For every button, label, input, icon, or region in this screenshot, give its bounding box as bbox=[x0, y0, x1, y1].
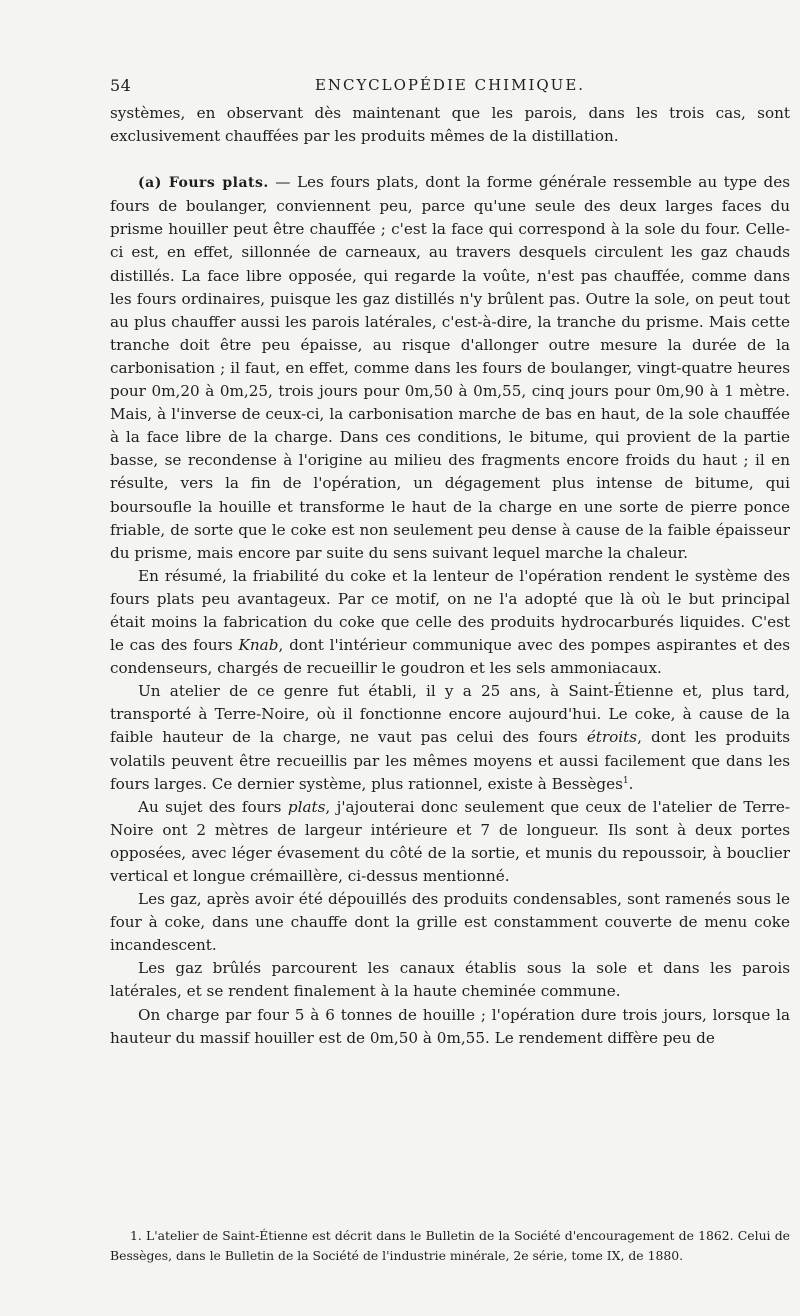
body-text bbox=[110, 102, 790, 1050]
paragraph-text: Au sujet des fours bbox=[138, 797, 288, 816]
footnote-reference: 1 bbox=[622, 775, 629, 786]
paragraph-text: , dont les produits volatils peuvent être recueillis par les mêmes moyens et aussi facilement que dans les fours larges. Ce dernier système, plus rationnel, existe à Bessèges bbox=[110, 728, 791, 793]
emphasis-text: étroits bbox=[586, 728, 638, 747]
paragraph bbox=[110, 1004, 790, 1050]
paragraph-text: — Les fours plats, dont la forme générale ressemble au type des fours de boulanger, conviennent peu, parce qu'une seule des deux larges faces du prisme houiller peut être chauffée ; c'est la face qui correspond à la sole du four. Celle-ci est, en effet, sillonnée de carneaux, au travers desquels circulent les gaz chauds distillés. La face libre opposée, qui regarde la voûte, n'est pas chauffée, comme dans les fours ordinaires, puisque les gaz distillés n'y brûlent pas. Outre la sole, on peut tout au plus chauffer aussi les parois latérales, c'est-à-dire, la tranche du prisme. Mais cette tranche doit être peu épaisse, au risque d'allonger outre mesure la durée de la carbonisation ; il faut, en effet, comme dans les fours de boulanger, vingt-quatre heures pour 0m,20 à 0m,25, trois jours pour 0m,50 à 0m,55, cinq jours pour 0m,90 à 1 mètre. Mais, à l'inverse de ceux-ci, la carbonisation marche de bas en haut, de la sole chauffée à la face libre de la charge. Dans ces conditions, le bitume, qui provient de la partie basse, se recondense à l'origine au milieu des fragments encore froids du haut ; il en résulte, vers la fin de l'opération, un dégagement plus intense de bitume, qui boursoufle la houille et transforme le haut de la charge en une sorte de pierre ponce friable, de sorte que le coke est non seulement peu dense à cause de la faible épaisseur du prisme, mais encore par suite du sens suivant lequel marche la chaleur. bbox=[110, 173, 791, 562]
paragraph-fours-plats bbox=[110, 171, 790, 565]
paragraph-text: Les gaz, après avoir été dépouillés des produits condensables, sont ramenés sous le four à coke, dans une chauffe dont la grille est constamment couverte de menu coke incandescent. bbox=[110, 890, 790, 955]
paragraph-text: Les gaz brûlés parcourent les canaux établis sous la sole et dans les parois latérales, et se rendent finalement à la haute cheminée commune. bbox=[110, 959, 790, 1001]
paragraph bbox=[110, 957, 790, 1003]
paragraph bbox=[110, 565, 790, 680]
section-heading: (a) Fours plats. bbox=[138, 175, 269, 192]
footnote bbox=[110, 1226, 790, 1266]
emphasis-text: plats bbox=[287, 797, 326, 816]
footnote-text: L'atelier de Saint-Étienne est décrit dans le Bulletin de la Société d'encouragement de 1862. Celui de Bessèges, dans le Bulletin de la Société de l'industrie minérale, 2e série, tome IX, de 1880. bbox=[110, 1228, 790, 1263]
paragraph bbox=[110, 888, 790, 957]
paragraph-text: . bbox=[628, 774, 634, 793]
footnotes bbox=[110, 1226, 790, 1266]
paragraph-text: systèmes, en observant dès maintenant que les parois, dans les trois cas, sont exclusivement chauffées par les produits mêmes de la distillation. bbox=[110, 104, 790, 146]
running-title: ENCYCLOPÉDIE CHIMIQUE. bbox=[314, 76, 586, 94]
emphasis-text: Knab bbox=[238, 636, 279, 655]
footnote-number: 1. bbox=[130, 1228, 142, 1243]
paragraph-text: , dont l'intérieur communique avec des pompes aspirantes et des condenseurs, chargés de recueillir le goudron et les sels ammoniacaux. bbox=[110, 636, 790, 678]
paragraph-text: On charge par four 5 à 6 tonnes de houille ; l'opération dure trois jours, lorsque la hauteur du massif houiller est de 0m,50 à 0m,55. Le rendement diffère peu de bbox=[110, 1005, 790, 1047]
paragraph-text: Un atelier de ce genre fut établi, il y a 25 ans, à Saint-Étienne et, plus tard, transporté à Terre-Noire, où il fonctionne encore aujourd'hui. Le coke, à cause de la faible hauteur de la charge, ne vaut pas celui des fours bbox=[110, 682, 790, 747]
paragraph bbox=[110, 796, 790, 888]
paragraph bbox=[110, 680, 790, 795]
paragraph-text: En résumé, la friabilité du coke et la lenteur de l'opération rendent le système des fours plats peu avantageux. Par ce motif, on ne l'a adopté que là où le but principal était moins la fabrication du coke que celle des produits hydrocarburés liquides. C'est le cas des fours bbox=[110, 566, 790, 655]
paragraph-text: , j'ajouterai donc seulement que ceux de l'atelier de Terre-Noire ont 2 mètres de largeur intérieure et 7 de longueur. Ils sont à deux portes opposées, avec léger évasement du côté de la sortie, et munis du repoussoir, à bouclier vertical et longue crémaillère, ci-dessus mentionné. bbox=[110, 797, 791, 885]
paragraph bbox=[110, 102, 790, 148]
page-number: 54 bbox=[110, 76, 132, 95]
page-header bbox=[110, 76, 790, 100]
